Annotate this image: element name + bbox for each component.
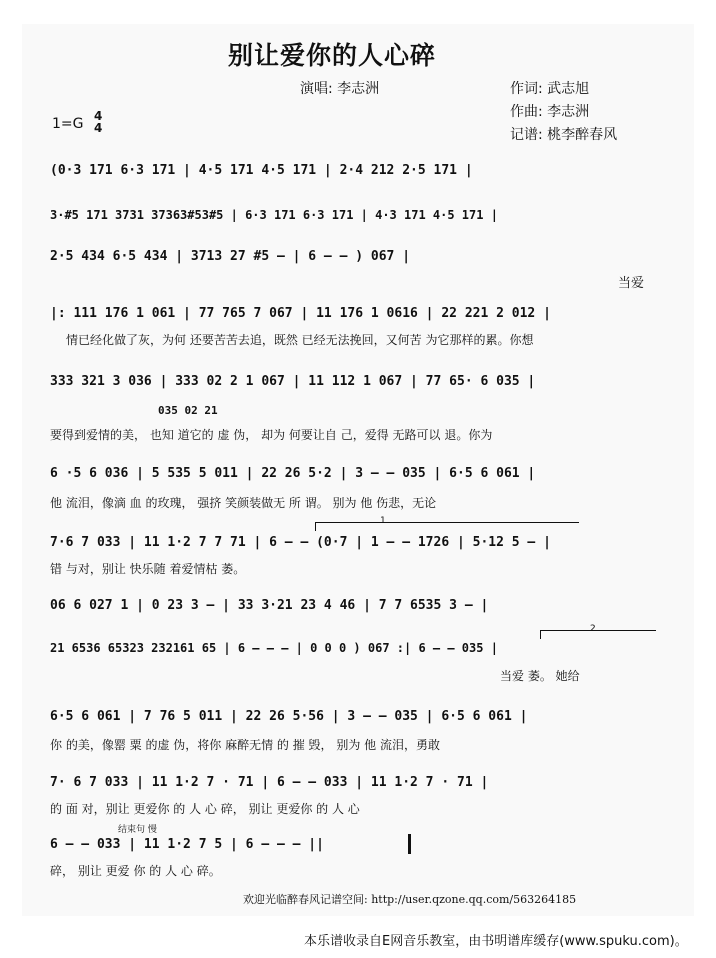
ending-marking: 结束句 慢 — [118, 825, 157, 835]
lyricist-credit: 作词: 武志旭 — [510, 81, 590, 97]
lyric-row-9: 当爱 萎。 她给 — [500, 669, 580, 683]
lyric-row-4: 情已经化做了灰，为何 还要苦苦去追，既然 已经无法挽回，又何苦 为它那样的累。你想 — [66, 333, 534, 347]
notation-row-7: 7·6 7 033 | 11 1·2 7 7 71 | 6 – – (0·7 | 1 – – 1726 | 5·12 5 – | — [50, 535, 551, 550]
volta-2-number: 2 — [590, 624, 596, 634]
notation-row-6: 6 ·5 6 036 | 5 535 5 011 | 22 26 5·2 | 3 – – 035 | 6·5 6 061 | — [50, 466, 536, 481]
notation-row-8: 06 6 027 1 | 0 23 3 – | 33 3·21 23 4 46 | 7 7 6535 3 – | — [50, 598, 489, 613]
notation-row-12: 6 – – 033 | 11 1·2 7 5 | 6 – – – || — [50, 837, 324, 852]
notation-row-5: 333 321 3 036 | 333 02 2 1 067 | 11 112 1 067 | 77 65· 6 035 | — [50, 374, 536, 389]
notation-row-1: (0·3 171 6·3 171 | 4·5 171 4·5 171 | 2·4 212 2·5 171 | — [50, 163, 473, 178]
footer-space-link: 欢迎光临醉春风记谱空间: http://user.qzone.qq.com/563264185 — [243, 893, 577, 906]
lyric-row-6: 他 流泪，像滴 血 的玫瑰， 强挤 笑颜装做无 所 谓。 别为 他 伤悲，无论 — [50, 496, 437, 510]
notation-row-9: 21 6536 65323 232161 65 | 6 – – – | 0 0 0 ) 067 :| 6 – – 035 | — [50, 641, 498, 655]
lyric-row-3: 当爱 — [618, 276, 645, 291]
composer-credit: 作曲: 李志洲 — [510, 104, 590, 120]
notation-row-2: 3·#5 171 3731 37363#53#5 | 6·3 171 6·3 171 | 4·3 171 4·5 171 | — [50, 208, 498, 222]
key-signature: 1=G — [52, 116, 84, 132]
time-signature — [94, 110, 102, 134]
footer-source: 本乐谱收录自E网音乐教室，由书明谱库缓存(www.spuku.com)。 — [304, 934, 688, 949]
volta-2-bracket — [540, 630, 656, 639]
notation-row-4: |: 111 176 1 061 | 77 765 7 067 | 11 176 1 0616 | 22 221 2 012 | — [50, 306, 551, 321]
volta-1-number: 1 — [380, 516, 386, 526]
lyric-row-7: 错 与对，别让 快乐随 着爱情枯 萎。 — [50, 562, 246, 576]
lyric-row-10: 你 的美，像罂 粟 的虚 伪，将你 麻醉无情 的 摧 毁， 别为 他 流泪，勇敢 — [50, 738, 440, 752]
volta-1-bracket — [315, 522, 579, 531]
song-title: 别让爱你的人心碎 — [228, 41, 437, 70]
lyric-row-5: 要得到爱情的美， 也知 道它的 虚 伪， 却为 何要让自 己，爱得 无路可以 退。你为 — [50, 428, 493, 442]
subnotes-row-5: 035 02 21 — [158, 404, 218, 417]
time-signature-top: 4 — [94, 109, 103, 123]
final-barline — [408, 834, 411, 854]
transcriber-credit: 记谱: 桃李醉春风 — [510, 127, 618, 143]
notation-row-3: 2·5 434 6·5 434 | 3713 27 #5 – | 6 – – ) 067 | — [50, 249, 411, 264]
notation-row-10: 6·5 6 061 | 7 76 5 011 | 22 26 5·56 | 3 – – 035 | 6·5 6 061 | — [50, 709, 528, 724]
singer-credit: 演唱: 李志洲 — [300, 81, 380, 97]
time-signature-bottom: 4 — [94, 121, 103, 135]
lyric-row-11: 的 面 对，别让 更爱你 的 人 心 碎， 别让 更爱你 的 人 心 — [50, 802, 360, 816]
notation-row-11: 7· 6 7 033 | 11 1·2 7 · 71 | 6 – – 033 | 11 1·2 7 · 71 | — [50, 775, 489, 790]
lyric-row-12: 碎， 别让 更爱 你 的 人 心 碎。 — [50, 864, 221, 878]
